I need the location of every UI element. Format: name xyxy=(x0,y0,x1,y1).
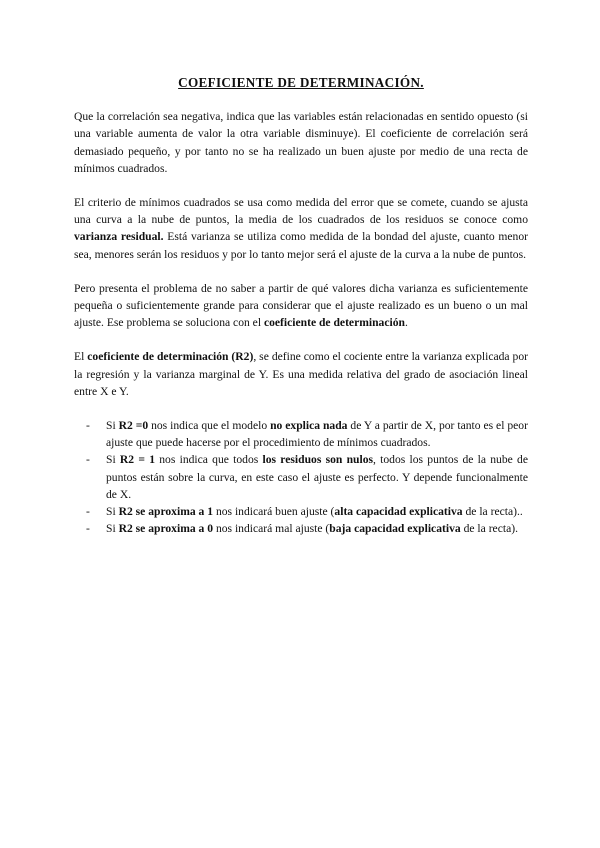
paragraph-text: . xyxy=(404,316,408,330)
term-r2: coeficiente de determinación (R2) xyxy=(87,350,254,364)
page-title: COEFICIENTE DE DETERMINACIÓN. xyxy=(178,75,424,90)
r2-interpretation-list xyxy=(74,417,528,537)
list-text: nos indica que el modelo xyxy=(148,419,271,433)
list-item xyxy=(74,503,528,520)
paragraph-text: El xyxy=(74,350,88,364)
paragraph-text: Que la correlación sea negativa, indica que las variables están relacionadas en sentido opuesto (si una variable aumenta de valor la otra variable disminuye). El coeficiente de correlación será demasiado pequeño, y por tanto no se ha realizado un buen ajuste por medio de una recta de mínimos cuadrados. xyxy=(74,110,528,175)
paragraph-text: Está varianza se utiliza como medida de la bondad del ajuste, cuanto menor sea, menores serán los residuos y por lo tanto mejor será el ajuste de la curva a la nube de puntos. xyxy=(74,230,528,261)
list-text: Si xyxy=(106,522,119,536)
paragraph-text: El criterio de mínimos cuadrados se usa como medida del error que se comete, cuando se ajusta una curva a la nube de puntos, la media de los cuadrados de los residuos se conoce como xyxy=(74,196,528,227)
term-residual-variance: varianza residual. xyxy=(74,230,164,244)
list-text: , todos los puntos de la nube de puntos están sobre la curva, en este caso el ajuste es perfecto. Y depende funcionalmente de X. xyxy=(106,453,528,501)
list-text: Si xyxy=(106,505,119,519)
list-text: nos indicará buen ajuste ( xyxy=(213,505,335,519)
list-text: nos indica que todos xyxy=(155,453,263,467)
term-determination-coefficient: coeficiente de determinación xyxy=(263,316,405,330)
list-emphasis: R2 = 1 xyxy=(119,453,155,467)
list-text: Si xyxy=(106,453,120,467)
list-text: de la recta). xyxy=(460,522,518,536)
paragraph-least-squares xyxy=(74,194,528,263)
paragraph-definition xyxy=(74,348,528,400)
list-emphasis: baja capacidad explicativa xyxy=(329,522,461,536)
paragraph-correlation xyxy=(74,108,528,177)
list-emphasis: los residuos son nulos xyxy=(262,453,373,467)
paragraph-text: Pero presenta el problema de no saber a partir de qué valores dicha varianza es suficientemente pequeña o suficientemente grande para considerar que el ajuste realizado es un bueno o un mal ajuste. Ese problema se soluciona con el xyxy=(74,281,528,330)
list-text: de la recta).. xyxy=(462,505,523,519)
document-page xyxy=(74,74,528,537)
list-emphasis: alta capacidad explicativa xyxy=(334,505,463,519)
dash-bullet: - xyxy=(86,522,90,536)
list-emphasis: R2 se aproxima a 0 xyxy=(118,522,214,536)
list-text: nos indicará mal ajuste ( xyxy=(213,522,330,536)
list-text: de Y a partir de X, por tanto es el peor ajuste que puede hacerse por el procedimiento de mínimos cuadrados. xyxy=(106,419,528,450)
paragraph-problem xyxy=(74,280,528,332)
list-emphasis: R2 se aproxima a 1 xyxy=(118,505,214,519)
list-item xyxy=(74,520,528,537)
list-emphasis: R2 =0 xyxy=(118,419,149,433)
list-item xyxy=(74,417,528,451)
dash-bullet: - xyxy=(86,453,90,467)
list-text: Si xyxy=(106,419,119,433)
list-item xyxy=(74,451,528,503)
paragraph-text: , se define como el cociente entre la varianza explicada por la regresión y la varianza marginal de Y. Es una medida relativa del grado de asociación lineal entre X e Y. xyxy=(74,350,528,398)
dash-bullet: - xyxy=(86,419,90,433)
list-emphasis: no explica nada xyxy=(270,419,348,433)
dash-bullet: - xyxy=(86,505,90,519)
